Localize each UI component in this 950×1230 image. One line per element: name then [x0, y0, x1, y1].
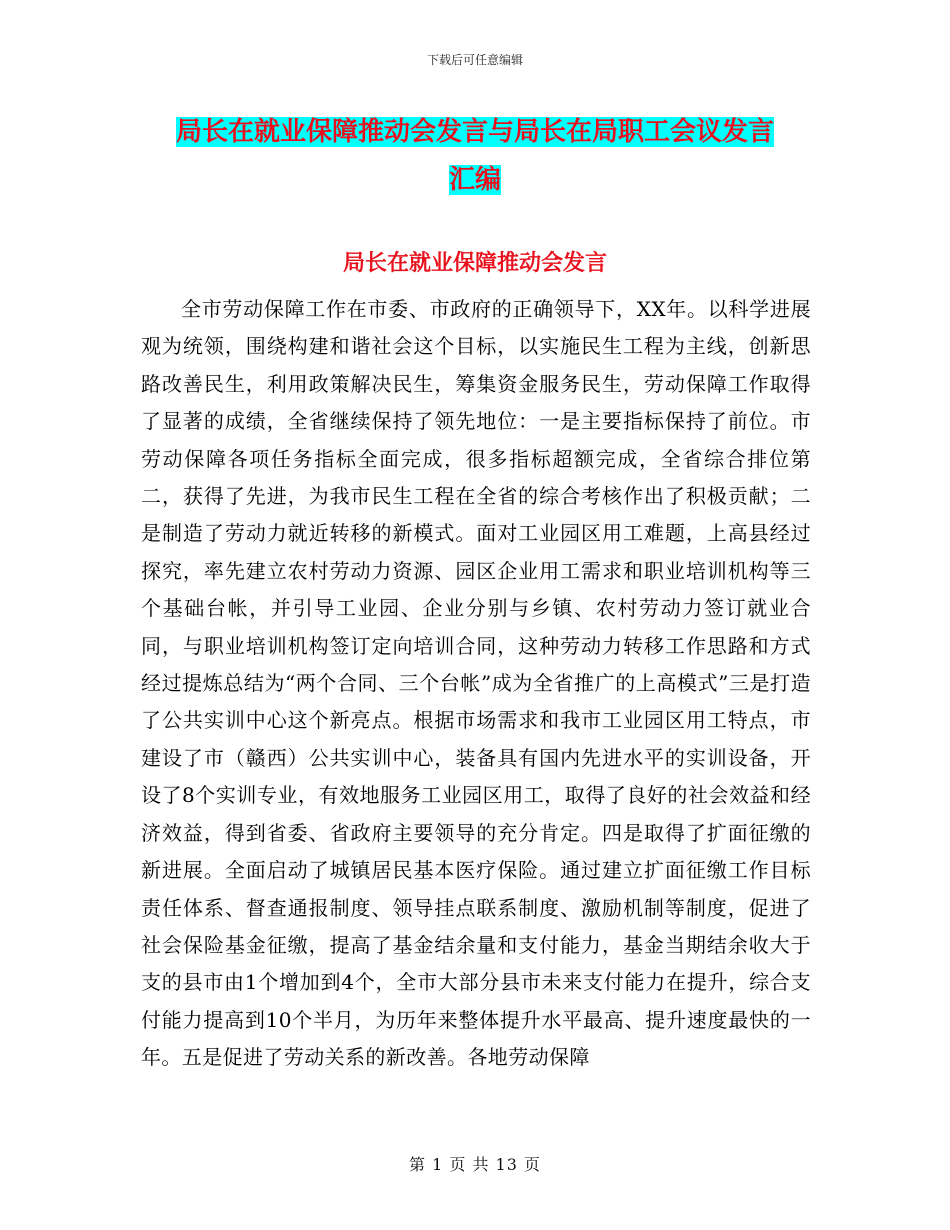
document-title-line-1: 局长在就业保障推动会发言与局长在局职工会议发言: [175, 117, 774, 147]
section-title: 局长在就业保障推动会发言: [342, 251, 607, 276]
document-title: [140, 108, 810, 204]
page-number: 第 1 页 共 13 页: [409, 1155, 541, 1174]
body-paragraph: 全市劳动保障工作在市委、市政府的正确领导下，XX年。以科学进展观为统领，围绕构建和谐社会这个目标，以实施民生工程为主线，创新思路改善民生，利用政策解决民生，筹集资金服务民生，劳动保障工作取得了显著的成绩，全省继续保持了领先地位：一是主要指标保持了前位。市劳动保障各项任务指标全面完成，很多指标超额完成，全省综合排位第二，获得了先进，为我市民生工程在全省的综合考核作出了积极贡献；二是制造了劳动力就近转移的新模式。面对工业园区用工难题，上高县经过探究，率先建立农村劳动力资源、园区企业用工需求和职业培训机构等三个基础台帐，并引导工业园、企业分别与乡镇、农村劳动力签订就业合同，与职业培训机构签订定向培训合同，这种劳动力转移工作思路和方式经过提炼总结为“两个合同、三个台帐”成为全省推广的上高模式”三是打造了公共实训中心这个新亮点。根据市场需求和我市工业园区用工特点，市建设了市（赣西）公共实训中心，装备具有国内先进水平的实训设备，开设了8个实训专业，有效地服务工业园区用工，取得了良好的社会效益和经济效益，得到省委、省政府主要领导的充分肯定。四是取得了扩面征缴的新进展。全面启动了城镇居民基本医疗保险。通过建立扩面征缴工作目标责任体系、督查通报制度、领导挂点联系制度、激励机制等制度，促进了社会保险基金征缴，提高了基金结余量和支付能力，基金当期结余收大于支的县市由1个增加到4个，全市大部分县市未来支付能力在提升，综合支付能力提高到10个半月，为历年来整体提升水平最高、提升速度最快的一年。五是促进了劳动关系的新改善。各地劳动保障: [141, 297, 811, 1070]
page-header-note: 下载后可任意编辑: [426, 53, 523, 67]
document-title-line-2: 汇编: [448, 165, 501, 195]
